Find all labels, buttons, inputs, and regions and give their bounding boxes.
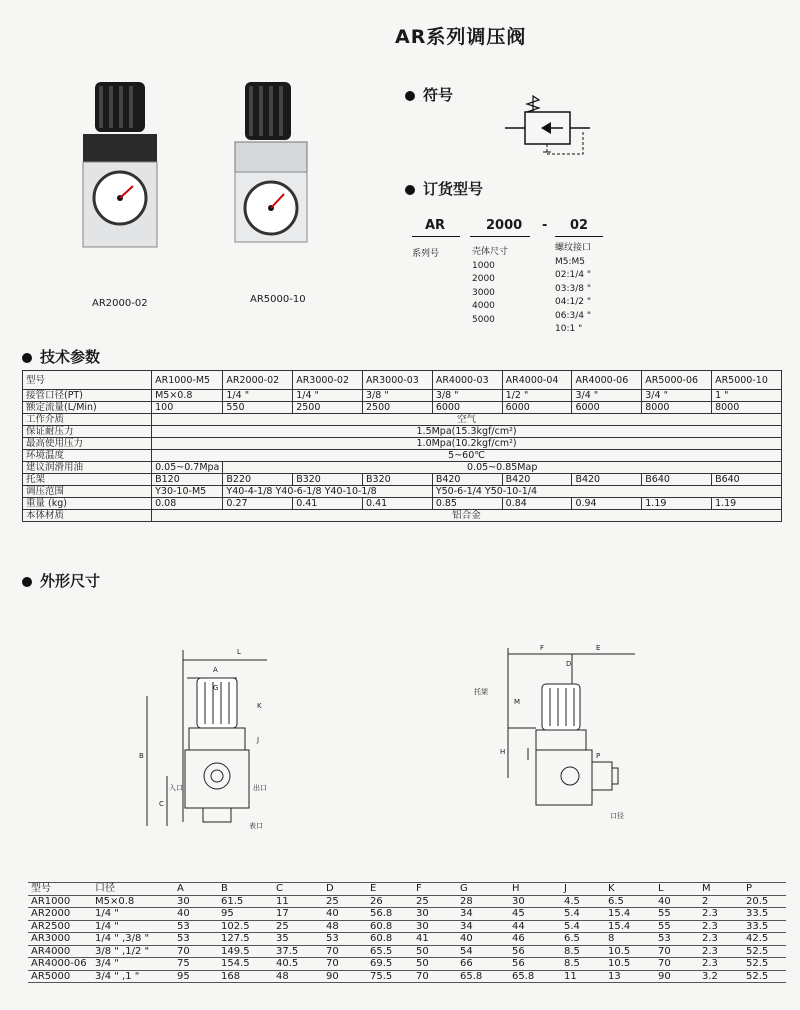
table-cell: 1/4 " — [92, 920, 174, 933]
table-row — [23, 462, 782, 474]
table-cell: 1/4 " — [293, 390, 363, 402]
section-spec — [22, 346, 100, 367]
drawing-label: 托架 — [474, 688, 488, 696]
table-cell: B420 — [432, 474, 502, 486]
table-cell: 154.5 — [218, 958, 273, 971]
spec-label: 额定流量(L/Min) — [23, 402, 152, 414]
section-symbol — [405, 84, 453, 105]
bullet-icon — [405, 91, 415, 101]
product-image-ar2000 — [75, 80, 165, 255]
drawing-label: F — [540, 644, 545, 652]
bullet-icon — [22, 353, 32, 363]
table-cell: 70 — [655, 958, 699, 971]
table-cell: 550 — [223, 402, 293, 414]
order-code-thread: 02 — [570, 218, 589, 233]
table-cell: 1/4 " ,3/8 " — [92, 933, 174, 946]
table-cell: 5.4 — [561, 908, 605, 921]
table-cell: 6.5 — [561, 933, 605, 946]
table-cell: 100 — [152, 402, 223, 414]
table-cell: 1/4 " — [92, 908, 174, 921]
table-cell: 2.3 — [699, 945, 743, 958]
dimension-drawing-side — [470, 630, 640, 830]
table-row — [28, 958, 786, 971]
table-cell: 5.4 — [561, 920, 605, 933]
spec-label: 托架 — [23, 474, 152, 486]
table-cell: Y50-6-1/4 Y50-10-1/4 — [432, 486, 781, 498]
product-caption-ar2000: AR2000-02 — [92, 298, 148, 309]
table-cell: 26 — [367, 895, 413, 908]
table-cell: 70 — [323, 958, 367, 971]
table-cell: 75 — [174, 958, 218, 971]
table-cell: 53 — [174, 920, 218, 933]
table-cell: Y40-4-1/8 Y40-6-1/8 Y40-10-1/8 — [223, 486, 432, 498]
drawing-label: J — [257, 736, 260, 744]
table-cell: B320 — [363, 474, 433, 486]
order-body-list — [472, 246, 508, 327]
section-symbol-label: 符号 — [423, 86, 454, 104]
table-cell: B220 — [223, 474, 293, 486]
product-image-ar5000 — [230, 80, 320, 245]
table-cell: AR5000-06 — [642, 371, 712, 390]
spec-label: 型号 — [23, 371, 152, 390]
table-cell: 11 — [561, 970, 605, 983]
table-cell: 75.5 — [367, 970, 413, 983]
list-item: 03:3/8 " — [555, 283, 591, 294]
drawing-label: M — [514, 698, 521, 706]
table-cell: 34 — [457, 920, 509, 933]
table-cell: 60.8 — [367, 920, 413, 933]
table-cell: M5×0.8 — [92, 895, 174, 908]
drawing-label: P — [596, 752, 601, 760]
table-cell: 35 — [273, 933, 323, 946]
table-cell: 2500 — [293, 402, 363, 414]
table-cell: 60.8 — [367, 933, 413, 946]
section-order — [405, 178, 483, 199]
table-cell: 8.5 — [561, 945, 605, 958]
table-cell: 90 — [323, 970, 367, 983]
page-title: AR系列调压阀 — [395, 26, 527, 48]
drawing-label: 出口 — [253, 784, 267, 792]
drawing-label: D — [566, 660, 572, 668]
table-cell: Y30-10-M5 — [152, 486, 223, 498]
table-cell: 40 — [655, 895, 699, 908]
table-cell: 52.5 — [743, 958, 786, 971]
order-underline — [470, 236, 530, 237]
table-cell: AR4000-04 — [502, 371, 572, 390]
table-cell: 2.3 — [699, 908, 743, 921]
column-header: B — [218, 883, 273, 896]
table-cell: AR5000 — [28, 970, 92, 983]
list-item: 5000 — [472, 314, 495, 325]
table-cell: 8000 — [712, 402, 782, 414]
table-cell: AR2000-02 — [223, 371, 293, 390]
table-cell: AR4000-03 — [432, 371, 502, 390]
table-cell: AR4000 — [28, 945, 92, 958]
table-cell: 0.05~0.85Map — [223, 462, 782, 474]
table-cell: 1/4 " — [223, 390, 293, 402]
table-cell: 0.84 — [502, 498, 572, 510]
table-cell: 1.19 — [712, 498, 782, 510]
drawing-label: A — [213, 666, 218, 674]
table-cell: 65.8 — [509, 970, 561, 983]
table-row — [23, 414, 782, 426]
table-cell: 11 — [273, 895, 323, 908]
table-cell: AR1000-M5 — [152, 371, 223, 390]
table-cell: 55 — [655, 908, 699, 921]
table-cell: 3/4 " — [642, 390, 712, 402]
order-code-body: 2000 — [486, 218, 523, 233]
order-code-series: AR — [425, 218, 446, 233]
list-item: 10:1 " — [555, 324, 583, 334]
section-spec-label: 技术参数 — [40, 348, 101, 366]
table-cell: 48 — [273, 970, 323, 983]
table-row — [23, 402, 782, 414]
table-cell: 6.5 — [605, 895, 655, 908]
table-cell: 20.5 — [743, 895, 786, 908]
table-cell: 55 — [655, 920, 699, 933]
table-cell: 0.41 — [293, 498, 363, 510]
table-row — [23, 390, 782, 402]
table-header-row — [28, 883, 786, 896]
table-cell: 0.27 — [223, 498, 293, 510]
table-cell: 33.5 — [743, 908, 786, 921]
table-cell: AR2000 — [28, 908, 92, 921]
table-cell: 70 — [174, 945, 218, 958]
dimension-drawing-front — [135, 630, 295, 840]
order-underline — [555, 236, 603, 237]
table-cell: 56 — [509, 945, 561, 958]
table-cell: B640 — [712, 474, 782, 486]
table-cell: 45 — [509, 908, 561, 921]
list-item: 4000 — [472, 301, 495, 311]
spec-label: 建议润滑用油 — [23, 462, 152, 474]
table-cell: 17 — [273, 908, 323, 921]
column-header: P — [743, 883, 786, 896]
table-cell: 34 — [457, 908, 509, 921]
table-cell: 30 — [174, 895, 218, 908]
table-cell: 127.5 — [218, 933, 273, 946]
drawing-label: L — [237, 648, 241, 656]
column-header: 口径 — [92, 883, 174, 896]
column-header: G — [457, 883, 509, 896]
column-header: H — [509, 883, 561, 896]
table-row — [23, 510, 782, 522]
column-header: C — [273, 883, 323, 896]
list-item: 02:1/4 " — [555, 270, 591, 280]
table-cell: 30 — [413, 920, 457, 933]
column-header: M — [699, 883, 743, 896]
drawing-label: B — [139, 752, 144, 760]
order-thread-list — [555, 242, 591, 337]
table-cell: 8000 — [642, 402, 712, 414]
table-cell: 0.94 — [572, 498, 642, 510]
list-item: 04:1/2 " — [555, 297, 591, 307]
table-cell: 50 — [413, 958, 457, 971]
table-cell: 1.19 — [642, 498, 712, 510]
table-cell: 3/8 " — [363, 390, 433, 402]
table-cell: 70 — [413, 970, 457, 983]
table-cell: 42.5 — [743, 933, 786, 946]
table-cell: 6000 — [572, 402, 642, 414]
spec-label: 最高使用压力 — [23, 438, 152, 450]
table-cell: 25 — [323, 895, 367, 908]
order-underline — [412, 236, 460, 237]
table-cell: M5×0.8 — [152, 390, 223, 402]
table-cell: 25 — [273, 920, 323, 933]
table-cell: 102.5 — [218, 920, 273, 933]
spec-label: 接管口径(PT) — [23, 390, 152, 402]
table-cell: 40.5 — [273, 958, 323, 971]
table-row — [23, 426, 782, 438]
table-row — [23, 371, 782, 390]
column-header: J — [561, 883, 605, 896]
table-cell: 30 — [413, 908, 457, 921]
table-cell: 90 — [655, 970, 699, 983]
drawing-label: 表口 — [249, 822, 263, 830]
table-cell: 168 — [218, 970, 273, 983]
table-cell: 3/4 " ,1 " — [92, 970, 174, 983]
table-cell: 56.8 — [367, 908, 413, 921]
table-cell: B420 — [572, 474, 642, 486]
drawing-label: 口径 — [610, 812, 624, 820]
table-cell: 66 — [457, 958, 509, 971]
table-cell: 15.4 — [605, 920, 655, 933]
table-cell: 8.5 — [561, 958, 605, 971]
column-header: F — [413, 883, 457, 896]
table-row — [23, 474, 782, 486]
column-header: 型号 — [28, 883, 92, 896]
spec-label: 保证耐压力 — [23, 426, 152, 438]
table-row — [28, 970, 786, 983]
drawing-label: G — [213, 684, 219, 692]
table-cell: 40 — [174, 908, 218, 921]
order-code-dash: - — [542, 218, 548, 233]
table-cell: B640 — [642, 474, 712, 486]
table-cell: 铝合金 — [152, 510, 782, 522]
table-cell: 1.5Mpa(15.3kgf/cm²) — [152, 426, 782, 438]
bullet-icon — [405, 185, 415, 195]
table-row — [23, 486, 782, 498]
table-cell: 40 — [323, 908, 367, 921]
table-cell: B120 — [152, 474, 223, 486]
column-header: L — [655, 883, 699, 896]
bullet-icon — [22, 577, 32, 587]
list-item: 3000 — [472, 287, 495, 298]
table-cell: 70 — [655, 945, 699, 958]
table-cell: 65.5 — [367, 945, 413, 958]
drawing-label: 入口 — [169, 784, 183, 792]
column-header: A — [174, 883, 218, 896]
table-cell: 30 — [509, 895, 561, 908]
table-cell: AR3000-02 — [293, 371, 363, 390]
table-row — [23, 450, 782, 462]
table-cell: 54 — [457, 945, 509, 958]
table-row — [28, 908, 786, 921]
table-cell: 2.3 — [699, 920, 743, 933]
table-row — [23, 438, 782, 450]
table-cell: 13 — [605, 970, 655, 983]
table-cell: AR4000-06 — [572, 371, 642, 390]
table-cell: AR3000-03 — [363, 371, 433, 390]
table-cell: 70 — [323, 945, 367, 958]
table-cell: 2.3 — [699, 958, 743, 971]
spec-label: 环境温度 — [23, 450, 152, 462]
table-row — [28, 933, 786, 946]
table-cell: AR3000 — [28, 933, 92, 946]
table-cell: 69.5 — [367, 958, 413, 971]
table-cell: 52.5 — [743, 945, 786, 958]
table-cell: 95 — [218, 908, 273, 921]
product-caption-ar5000: AR5000-10 — [250, 294, 306, 305]
table-cell: AR5000-10 — [712, 371, 782, 390]
section-dimensions — [22, 570, 100, 591]
spec-label: 调压范围 — [23, 486, 152, 498]
valve-symbol — [505, 92, 590, 162]
table-row — [28, 945, 786, 958]
drawing-label: C — [159, 800, 164, 808]
spec-label: 本体材质 — [23, 510, 152, 522]
table-cell: 61.5 — [218, 895, 273, 908]
section-dimensions-label: 外形尺寸 — [40, 572, 101, 590]
table-cell: 5~60℃ — [152, 450, 782, 462]
table-cell: 149.5 — [218, 945, 273, 958]
table-row — [28, 895, 786, 908]
table-row — [23, 498, 782, 510]
table-cell: 10.5 — [605, 958, 655, 971]
column-header: E — [367, 883, 413, 896]
table-cell: 2.3 — [699, 933, 743, 946]
table-cell: 0.85 — [432, 498, 502, 510]
table-cell: 25 — [413, 895, 457, 908]
order-thread-label: 螺纹接口 — [555, 243, 592, 253]
table-cell: 2500 — [363, 402, 433, 414]
table-cell: 53 — [323, 933, 367, 946]
table-cell: 6000 — [432, 402, 502, 414]
table-cell: 33.5 — [743, 920, 786, 933]
table-cell: 1 " — [712, 390, 782, 402]
section-order-label: 订货型号 — [423, 180, 484, 198]
table-cell: 1/2 " — [502, 390, 572, 402]
order-body-label: 壳体尺寸 — [472, 247, 509, 257]
order-series-label: 系列号 — [412, 249, 440, 259]
table-cell: 37.5 — [273, 945, 323, 958]
table-cell: 95 — [174, 970, 218, 983]
table-cell: 52.5 — [743, 970, 786, 983]
table-cell: 3/4 " — [92, 958, 174, 971]
table-cell: 3.2 — [699, 970, 743, 983]
spec-label: 工作介质 — [23, 414, 152, 426]
table-cell: B320 — [293, 474, 363, 486]
table-cell: 53 — [655, 933, 699, 946]
table-cell: 56 — [509, 958, 561, 971]
list-item: 06:3/4 " — [555, 310, 591, 321]
table-cell: 53 — [174, 933, 218, 946]
table-cell: AR2500 — [28, 920, 92, 933]
spec-table — [22, 370, 782, 522]
dimension-table — [28, 882, 786, 983]
table-cell: 10.5 — [605, 945, 655, 958]
table-cell: 3/8 " — [432, 390, 502, 402]
table-row — [28, 920, 786, 933]
table-cell: 46 — [509, 933, 561, 946]
table-cell: 40 — [457, 933, 509, 946]
table-cell: 44 — [509, 920, 561, 933]
table-cell: 0.05~0.7Mpa — [152, 462, 223, 474]
spec-label: 重量 (kg) — [23, 498, 152, 510]
column-header: D — [323, 883, 367, 896]
table-cell: AR1000 — [28, 895, 92, 908]
table-cell: 空气 — [152, 414, 782, 426]
table-cell: 4.5 — [561, 895, 605, 908]
table-cell: 0.41 — [363, 498, 433, 510]
drawing-label: E — [596, 644, 601, 652]
table-cell: 3/8 " ,1/2 " — [92, 945, 174, 958]
list-item: M5:M5 — [555, 256, 586, 267]
table-cell: 3/4 " — [572, 390, 642, 402]
table-cell: 6000 — [502, 402, 572, 414]
table-cell: 50 — [413, 945, 457, 958]
list-item: 2000 — [472, 274, 495, 284]
table-cell: AR4000-06 — [28, 958, 92, 971]
drawing-label: H — [500, 748, 506, 756]
table-cell: 2 — [699, 895, 743, 908]
list-item: 1000 — [472, 260, 495, 271]
table-cell: 48 — [323, 920, 367, 933]
table-cell: 28 — [457, 895, 509, 908]
drawing-label: K — [257, 702, 262, 710]
table-cell: 1.0Mpa(10.2kgf/cm²) — [152, 438, 782, 450]
table-cell: 41 — [413, 933, 457, 946]
table-cell: 0.08 — [152, 498, 223, 510]
table-cell: 15.4 — [605, 908, 655, 921]
column-header: K — [605, 883, 655, 896]
table-cell: 8 — [605, 933, 655, 946]
table-cell: 65.8 — [457, 970, 509, 983]
table-cell: B420 — [502, 474, 572, 486]
